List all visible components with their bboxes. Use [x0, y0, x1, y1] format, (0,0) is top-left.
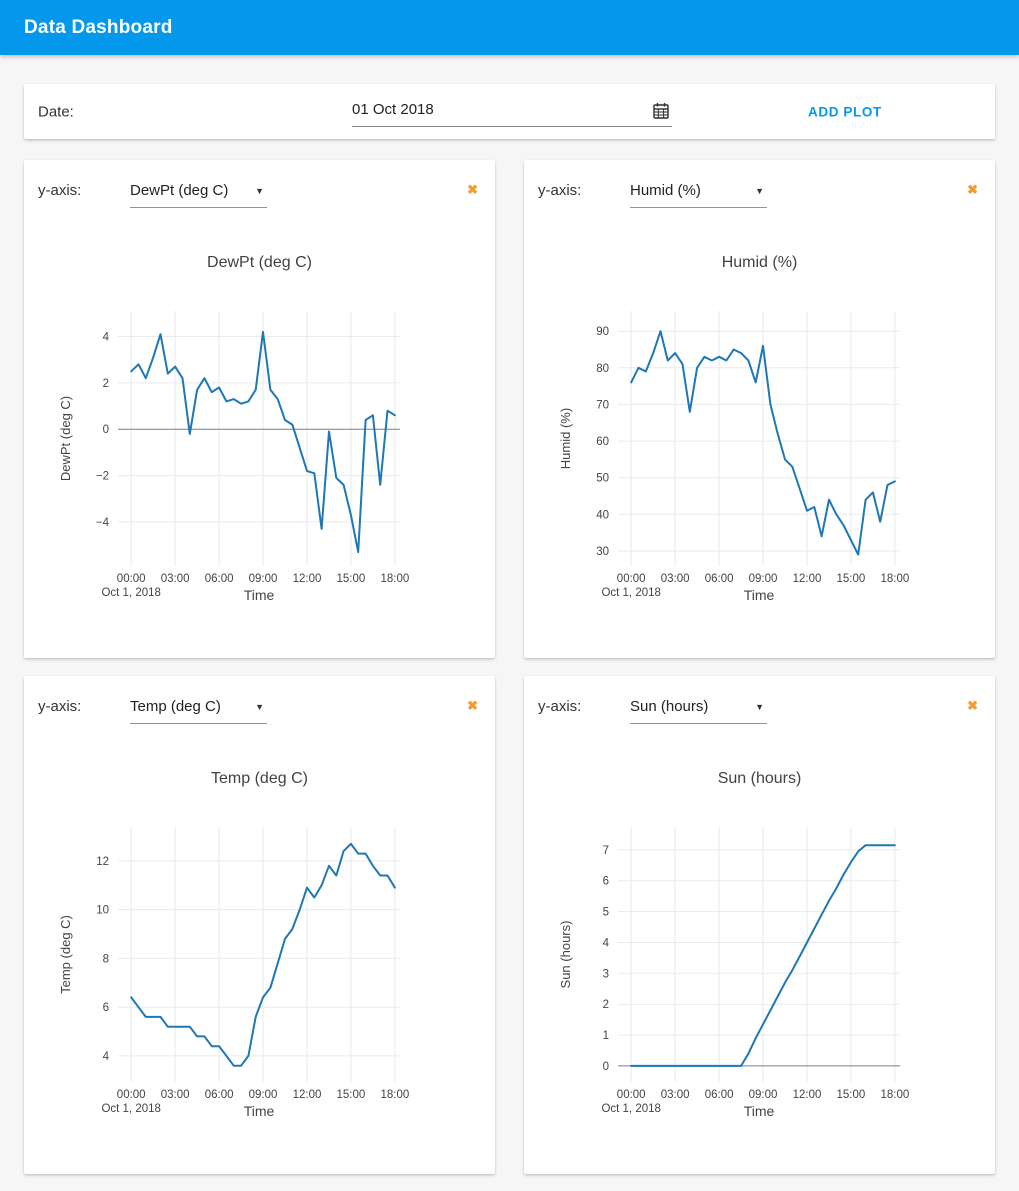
svg-text:Time: Time — [743, 1103, 775, 1119]
y-axis-label: y-axis: — [538, 182, 582, 199]
svg-text:Oct 1, 2018: Oct 1, 2018 — [601, 1103, 661, 1115]
svg-text:06:00: 06:00 — [204, 573, 234, 585]
line-chart-canvas[interactable] — [524, 809, 995, 1149]
svg-text:−2: −2 — [95, 470, 109, 483]
svg-text:7: 7 — [602, 844, 609, 857]
svg-text:Time: Time — [243, 587, 275, 603]
svg-text:3: 3 — [602, 968, 609, 981]
svg-text:00:00: 00:00 — [116, 573, 146, 585]
svg-text:12:00: 12:00 — [792, 1089, 822, 1101]
svg-text:8: 8 — [102, 953, 109, 966]
svg-text:06:00: 06:00 — [704, 573, 734, 585]
close-icon[interactable]: ✖ — [467, 698, 478, 713]
svg-text:Oct 1, 2018: Oct 1, 2018 — [101, 587, 161, 599]
svg-text:5: 5 — [602, 906, 609, 919]
svg-text:12:00: 12:00 — [792, 573, 822, 585]
svg-text:18:00: 18:00 — [380, 573, 410, 585]
date-label: Date: — [38, 103, 74, 120]
y-axis-label: y-axis: — [38, 182, 82, 199]
close-icon[interactable]: ✖ — [467, 182, 478, 197]
chevron-down-icon: ▼ — [255, 186, 264, 196]
svg-text:40: 40 — [596, 509, 609, 522]
svg-text:09:00: 09:00 — [748, 573, 778, 585]
svg-text:15:00: 15:00 — [336, 573, 366, 585]
svg-text:12: 12 — [96, 855, 109, 868]
svg-text:Temp (deg C): Temp (deg C) — [58, 915, 73, 994]
svg-text:30: 30 — [596, 546, 609, 558]
svg-text:18:00: 18:00 — [880, 1089, 910, 1101]
svg-text:50: 50 — [596, 472, 609, 485]
svg-text:4: 4 — [102, 1050, 109, 1063]
svg-text:Oct 1, 2018: Oct 1, 2018 — [601, 587, 661, 599]
chevron-down-icon: ▼ — [755, 186, 764, 196]
y-axis-selected-value: Temp (deg C) — [130, 698, 221, 715]
svg-text:00:00: 00:00 — [616, 573, 646, 585]
svg-text:−4: −4 — [95, 517, 109, 529]
svg-text:00:00: 00:00 — [616, 1089, 646, 1101]
svg-text:70: 70 — [596, 399, 609, 412]
date-toolbar — [24, 84, 995, 139]
svg-text:03:00: 03:00 — [660, 1089, 690, 1101]
svg-text:18:00: 18:00 — [880, 573, 910, 585]
calendar-icon[interactable] — [652, 101, 670, 121]
svg-text:0: 0 — [102, 424, 109, 437]
svg-text:09:00: 09:00 — [248, 573, 278, 585]
svg-text:12:00: 12:00 — [292, 1089, 322, 1101]
svg-text:Time: Time — [243, 1103, 275, 1119]
svg-text:4: 4 — [602, 937, 609, 950]
plot-panel-sun — [524, 676, 995, 1174]
chevron-down-icon: ▼ — [755, 702, 764, 712]
line-chart-canvas[interactable] — [24, 293, 495, 633]
svg-text:2: 2 — [602, 999, 609, 1012]
chart-title: Sun (hours) — [717, 770, 802, 787]
svg-text:60: 60 — [596, 436, 609, 449]
svg-text:00:00: 00:00 — [116, 1089, 146, 1101]
line-chart-canvas[interactable] — [24, 809, 495, 1149]
date-input[interactable] — [352, 96, 672, 127]
svg-text:15:00: 15:00 — [336, 1089, 366, 1101]
svg-text:15:00: 15:00 — [836, 1089, 866, 1101]
plot-panel-humid — [524, 160, 995, 658]
close-icon[interactable]: ✖ — [967, 698, 978, 713]
svg-text:18:00: 18:00 — [380, 1089, 410, 1101]
y-axis-select[interactable] — [130, 692, 267, 724]
svg-text:6: 6 — [602, 875, 609, 888]
svg-text:0: 0 — [602, 1060, 609, 1073]
svg-text:Time: Time — [743, 587, 775, 603]
svg-text:06:00: 06:00 — [704, 1089, 734, 1101]
page-title: Data Dashboard — [24, 17, 173, 38]
svg-text:Sun (hours): Sun (hours) — [558, 920, 573, 989]
plot-panel-dewpt — [24, 160, 495, 658]
y-axis-selected-value: Humid (%) — [630, 182, 701, 199]
svg-text:09:00: 09:00 — [748, 1089, 778, 1101]
chart-title: Humid (%) — [721, 254, 798, 271]
svg-text:03:00: 03:00 — [160, 573, 190, 585]
chart-title: DewPt (deg C) — [207, 254, 312, 271]
svg-text:2: 2 — [102, 377, 109, 390]
chart-title: Temp (deg C) — [211, 770, 308, 787]
y-axis-selected-value: DewPt (deg C) — [130, 182, 229, 199]
svg-text:Humid (%): Humid (%) — [558, 407, 573, 470]
svg-text:DewPt (deg C): DewPt (deg C) — [58, 395, 73, 482]
svg-text:4: 4 — [102, 331, 109, 344]
close-icon[interactable]: ✖ — [967, 182, 978, 197]
svg-text:03:00: 03:00 — [160, 1089, 190, 1101]
chevron-down-icon: ▼ — [255, 702, 264, 712]
date-value: 01 Oct 2018 — [352, 101, 434, 118]
svg-text:12:00: 12:00 — [292, 573, 322, 585]
svg-text:10: 10 — [96, 904, 109, 917]
y-axis-select[interactable] — [630, 692, 767, 724]
y-axis-label: y-axis: — [38, 698, 82, 715]
y-axis-select[interactable] — [630, 176, 767, 208]
y-axis-select[interactable] — [130, 176, 267, 208]
app-header — [0, 0, 1019, 55]
svg-text:6: 6 — [102, 1002, 109, 1015]
svg-text:Oct 1, 2018: Oct 1, 2018 — [101, 1103, 161, 1115]
plot-panel-temp — [24, 676, 495, 1174]
line-chart-canvas[interactable] — [524, 293, 995, 633]
y-axis-selected-value: Sun (hours) — [630, 698, 709, 715]
svg-text:90: 90 — [596, 326, 609, 339]
svg-text:80: 80 — [596, 362, 609, 375]
svg-text:09:00: 09:00 — [248, 1089, 278, 1101]
svg-text:15:00: 15:00 — [836, 573, 866, 585]
y-axis-label: y-axis: — [538, 698, 582, 715]
svg-text:03:00: 03:00 — [660, 573, 690, 585]
plots-grid — [24, 160, 995, 1174]
add-plot-button[interactable]: ADD PLOT — [800, 100, 890, 123]
svg-text:06:00: 06:00 — [204, 1089, 234, 1101]
svg-text:1: 1 — [602, 1030, 609, 1043]
